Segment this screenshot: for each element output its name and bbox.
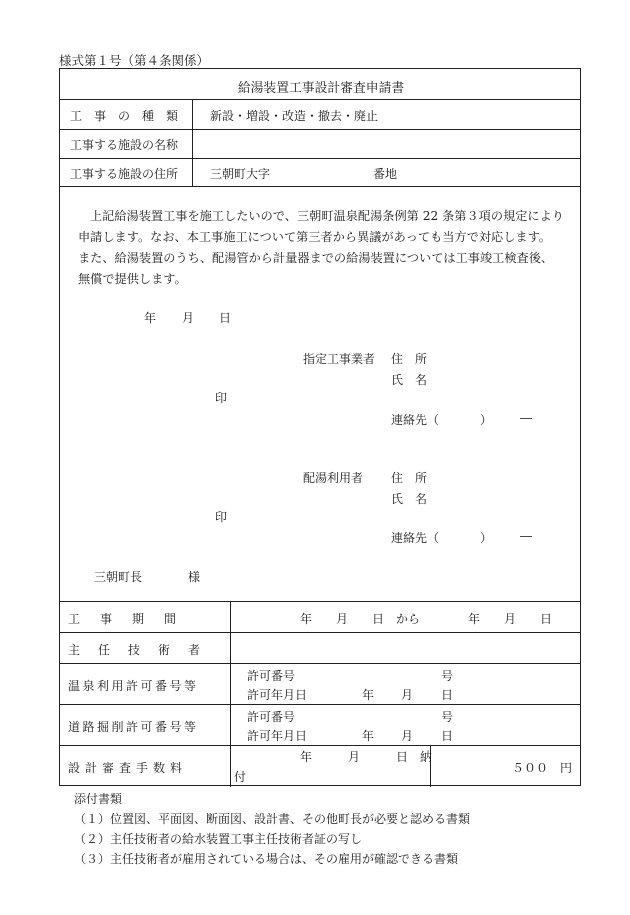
divider — [60, 745, 580, 746]
divider — [60, 632, 580, 633]
facility-address-label: 工事する施設の住所 — [70, 167, 179, 181]
fee-label: 設計審査手数料 — [68, 761, 188, 775]
divider — [60, 601, 580, 602]
facility-name-field[interactable] — [210, 136, 570, 152]
user-role: 配湯利用者 — [303, 471, 364, 485]
fee-amount: ５００ 円 — [512, 761, 573, 775]
onsen-permit-go: 号 — [441, 669, 454, 683]
facility-address-banchi: 番地 — [373, 167, 398, 181]
user-contact-dash: ― — [520, 529, 532, 543]
form-number: 様式第１号（第４条関係） — [59, 53, 210, 68]
date-day[interactable]: 日 — [219, 311, 232, 325]
divider — [60, 158, 580, 159]
period-value[interactable]: 年 月 日 から 年 月 日 — [300, 612, 553, 626]
period-label: 工 事 期 間 — [68, 612, 181, 626]
facility-name-label: 工事する施設の名称 — [70, 138, 179, 152]
road-permit-gatsu: 月 — [401, 729, 414, 743]
column-divider — [230, 601, 231, 787]
statement-line-2: 申請します。なお、本工事施工について第三者から異議があっても当方で対応します。 — [78, 230, 551, 244]
divider — [60, 99, 580, 100]
addressee-suffix: 様 — [188, 570, 201, 584]
user-seal: 印 — [215, 510, 228, 524]
fee-payment-date[interactable]: 年 月 日 納 — [300, 750, 433, 764]
contractor-role: 指定工事業者 — [303, 352, 376, 366]
contractor-contact-label: 連絡先（ — [391, 413, 440, 427]
attachment-item-3: （３）主任技術者が雇用されている場合は、その雇用が確認できる書類 — [74, 852, 459, 866]
attachment-item-1: （１）位置図、平面図、断面図、設計書、その他町長が必要と認める書類 — [74, 812, 471, 826]
attachments-heading: 添付書類 — [74, 792, 123, 806]
divider — [60, 186, 580, 187]
contractor-address-label: 住 所 — [391, 352, 428, 366]
road-permit-no-label: 許可番号 — [247, 710, 296, 724]
statement-line-4: 無償で提供します。 — [78, 272, 187, 286]
road-permit-go: 号 — [441, 710, 454, 724]
road-permit-nen: 年 — [362, 729, 375, 743]
addressee: 三朝町長 — [94, 570, 143, 584]
onsen-permit-nen: 年 — [362, 688, 375, 702]
onsen-permit-gatsu: 月 — [401, 688, 414, 702]
contractor-seal: 印 — [215, 391, 228, 405]
date-month[interactable]: 月 — [182, 311, 195, 325]
road-permit-label: 道路掘削許可番号等 — [68, 720, 199, 734]
contractor-contact-dash: ― — [520, 411, 532, 425]
contractor-contact-close: ） — [480, 413, 493, 427]
attachment-item-2: （２）主任技術者の給水装置工事主任技術者証の写し — [74, 832, 363, 846]
road-permit-date-label: 許可年月日 — [247, 729, 308, 743]
road-permit-nichi: 日 — [441, 729, 454, 743]
divider — [60, 704, 580, 705]
onsen-permit-nichi: 日 — [441, 688, 454, 702]
chief-engineer-label: 主 任 技 術 者 — [68, 643, 204, 657]
onsen-permit-no-label: 許可番号 — [247, 669, 296, 683]
form-title: 給湯装置工事設計審査申請書 — [237, 81, 405, 96]
user-contact-close: ） — [480, 531, 493, 545]
statement-line-3: また、給湯装置のうち、配湯管から計量器までの給湯装置については工事竣工検査後、 — [78, 251, 554, 265]
fee-tsuke: 付 — [234, 770, 247, 784]
onsen-permit-label: 温泉利用許可番号等 — [68, 679, 199, 693]
kind-value[interactable]: 新設・増設・改造・撤去・廃止 — [210, 109, 379, 123]
user-contact-label: 連絡先（ — [391, 531, 440, 545]
facility-address-prefix[interactable]: 三朝町大字 — [210, 167, 271, 181]
user-name-label: 氏 名 — [391, 492, 428, 506]
divider — [60, 129, 580, 130]
column-divider — [192, 99, 193, 186]
onsen-permit-date-label: 許可年月日 — [247, 688, 308, 702]
kind-label-text: 工 事 の 種 類 — [70, 109, 179, 123]
divider — [60, 663, 580, 664]
date-year[interactable]: 年 — [144, 311, 157, 325]
user-address-label: 住 所 — [391, 471, 428, 485]
contractor-name-label: 氏 名 — [391, 373, 428, 387]
kind-label — [70, 107, 182, 124]
chief-engineer-field[interactable] — [240, 641, 570, 657]
statement-line-1: 上記給湯装置工事を施工したいので、三朝町温泉配湯条例第 22 条第３項の規定により — [90, 209, 564, 223]
application-form — [59, 68, 581, 786]
